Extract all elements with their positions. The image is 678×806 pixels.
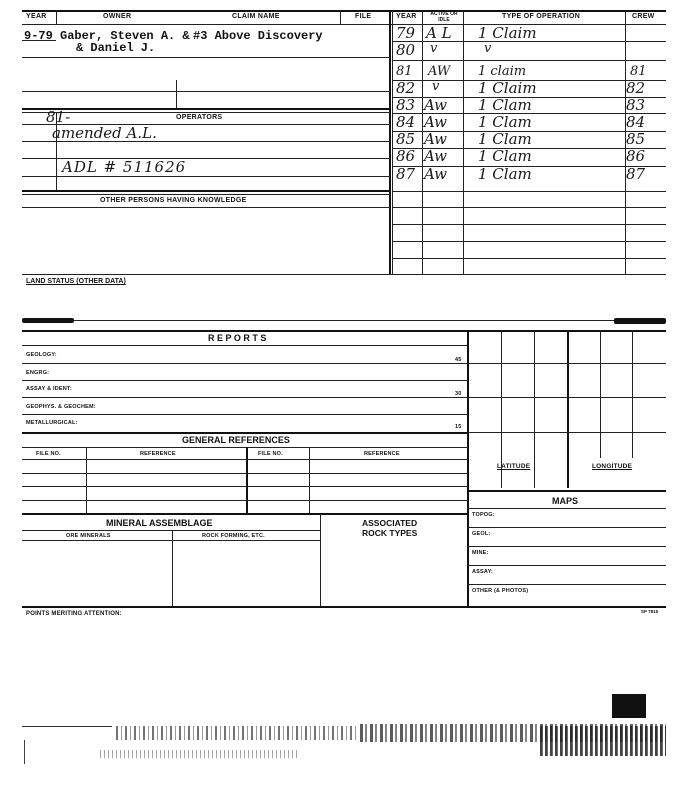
other-persons-title: OTHER PERSONS HAVING KNOWLEDGE <box>100 197 247 204</box>
report-row: ENGRG: <box>26 370 50 376</box>
op-row: 86 Aw 1 Clam 86 <box>396 147 646 165</box>
map-other: OTHER (& PHOTOS) <box>472 588 529 594</box>
maps-title: MAPS <box>552 496 579 506</box>
ref-col-ref2: REFERENCE <box>364 451 400 457</box>
map-topog: TOPOG: <box>472 512 495 518</box>
map-assay: ASSAY: <box>472 569 494 575</box>
map-geol: GEOL: <box>472 531 491 537</box>
op-row: 83 Aw 1 Clam 83 <box>396 96 646 114</box>
report-row: ASSAY & IDENT: <box>26 386 72 392</box>
claim-owner-line1: Gaber, Steven A. & <box>60 29 190 43</box>
operators-year: 81- <box>46 108 71 126</box>
form-number: SP 7815 <box>641 609 659 614</box>
header-active-idle: ACTIVE OR IDLE <box>430 11 458 23</box>
operators-line2: ADL # 511626 <box>62 158 187 176</box>
report-row: GEOPHYS. & GEOCHEM: <box>26 404 96 410</box>
report-row: GEOLOGY: <box>26 352 57 358</box>
ref-col-file2: FILE NO. <box>258 451 283 457</box>
claim-owner-line2: & Daniel J. <box>76 41 156 55</box>
report-row-num: 30 <box>455 391 462 397</box>
ref-col-file1: FILE NO. <box>36 451 61 457</box>
op-row: 80 v v <box>396 41 492 59</box>
header-year: YEAR <box>26 13 47 20</box>
report-row: METALLURGICAL: <box>26 420 78 426</box>
header-type-of-operation: TYPE OF OPERATION <box>502 13 581 20</box>
latitude-label: LATITUDE <box>497 463 531 470</box>
general-references-title: GENERAL REFERENCES <box>182 435 290 445</box>
op-row: 82 v 1 Claim 82 <box>396 79 646 97</box>
op-row: 85 Aw 1 Clam 85 <box>396 130 646 148</box>
claim-year: 9-79 <box>24 29 53 43</box>
points-meriting-label: POINTS MERITING ATTENTION: <box>26 611 122 617</box>
scan-artifact <box>0 690 678 800</box>
op-row: 87 Aw 1 Clam 87 <box>396 165 646 183</box>
op-row: 81 AW 1 claim 81 <box>396 64 647 79</box>
op-row: 84 Aw 1 Clam 84 <box>396 113 646 131</box>
op-row: 79 A L 1 Claim <box>396 24 537 42</box>
associated-label: ASSOCIATED <box>362 518 418 528</box>
operators-line1: amended A.L. <box>52 124 157 142</box>
header-crew: CREW <box>632 13 655 20</box>
report-row-num: 45 <box>455 357 462 363</box>
ref-col-ref1: REFERENCE <box>140 451 176 457</box>
report-row-num: 15 <box>455 424 462 430</box>
ore-minerals-label: ORE MINERALS <box>66 533 111 539</box>
rock-types-label: ROCK TYPES <box>362 528 418 538</box>
header-claim-name: CLAIM NAME <box>232 13 280 20</box>
header-year2: YEAR <box>396 13 417 20</box>
header-owner: OWNER <box>103 13 132 20</box>
land-status-label: LAND STATUS (OTHER DATA) <box>26 278 126 285</box>
claim-name: #3 Above Discovery <box>193 29 323 43</box>
operators-title: OPERATORS <box>176 114 223 121</box>
mineral-assemblage-title: MINERAL ASSEMBLAGE <box>106 518 213 528</box>
longitude-label: LONGITUDE <box>592 463 633 470</box>
reports-title: R E P O R T S <box>208 333 267 343</box>
map-mine: MINE: <box>472 550 489 556</box>
header-file: FILE <box>355 13 372 20</box>
rock-forming-label: ROCK FORMING, ETC. <box>202 533 265 539</box>
